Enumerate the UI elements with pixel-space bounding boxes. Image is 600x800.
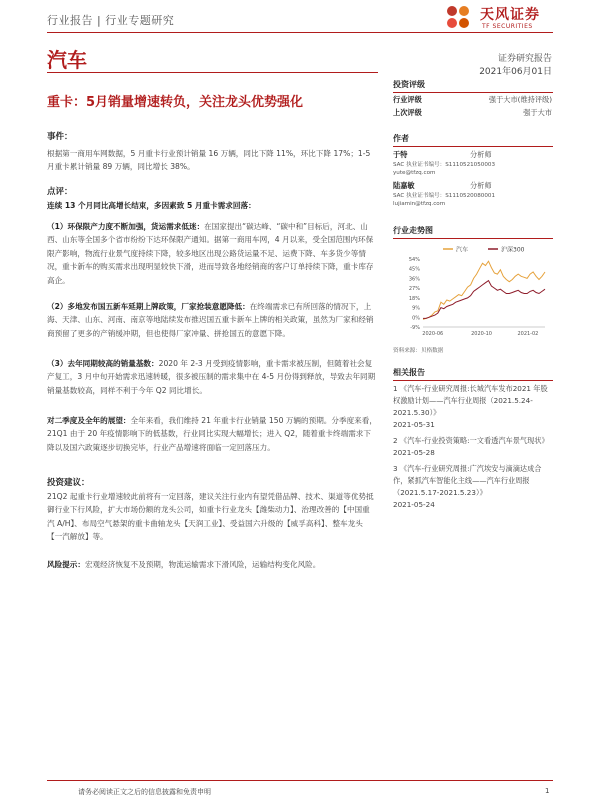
outlook-text: 全年来看，我们维持 21 年重卡行业销量 150 万辆的预期。分季度来看，21Q1 由于 20 年疫情影响下的低基数，行业同比实现大幅增长；进入 Q2，随着重卡终端需求下降以及国六政策逐步切换完毕，行业产品增速将面临一定回落压力。 [47, 416, 377, 452]
author-divider [393, 146, 553, 147]
y-tick-label: 54% [408, 257, 420, 263]
point-2-title: （2）多地发布国五新车延期上牌政策，厂家抢装意愿降低： [47, 302, 250, 311]
risk [47, 558, 377, 571]
x-tick-label: 2021-02 [517, 331, 539, 337]
y-tick-label: 27% [408, 286, 420, 293]
point-2-text: 在终端需求已有所回落的情况下，上海、天津、山东、河南、南京等地陆续发布推迟国五重卡新车上牌的相关政策，虽然为厂家和经销商预留了更多的产销缓冲期，但也使得厂家冲量、拼抢国五的意愿下降。 [47, 302, 374, 338]
page-number: 1 [545, 787, 550, 795]
brand-logo [442, 2, 552, 36]
related-divider [393, 380, 553, 381]
comment-heading: 点评： [47, 187, 73, 197]
related-title[interactable]: 《汽车-行业研究周报:长城汽车发布2021 年股权激励计划——汽车行业周报（2021.5.24-2021.5.30）》 [393, 384, 548, 417]
legend-label-auto: 汽车 [456, 246, 469, 254]
series-line-auto [423, 261, 545, 319]
doc-type: 证券研究报告 [497, 54, 552, 64]
x-axis [422, 327, 545, 337]
related-report[interactable] [393, 435, 553, 459]
y-tick-label: -9% [410, 325, 420, 331]
rating-value: 强于大市(维持评级) [488, 95, 552, 104]
y-tick-label: 45% [408, 266, 420, 273]
point-1-title: （1）环保限产力度不断加强，货运需求低迷： [47, 222, 205, 231]
y-tick-label: 9% [412, 305, 420, 312]
related-date: 2021-05-31 [393, 420, 435, 429]
event-text: 根据第一商用车网数据，5 月重卡行业预计销量 16 万辆，同比下降 11%，环比下降 17%；1-5 月重卡累计销量 89 万辆，同比增长 38%。 [47, 149, 371, 172]
author-heading: 作者 [393, 134, 409, 143]
brand-mark-icon [442, 2, 476, 36]
report-title: 重卡：5月销量增速转负，关注龙头优势强化 [47, 95, 304, 110]
risk-text: 宏观经济恢复不及预期，物流运输需求下滑风险，运输结构变化风险。 [84, 560, 321, 569]
author-cert: SAC 执业证书编号：S1110520080001 [393, 193, 496, 199]
trend-heading: 行业走势图 [393, 226, 433, 235]
y-tick-label: 36% [408, 276, 420, 283]
legend-label-hs300: 沪深300 [501, 246, 525, 254]
event-heading: 事件： [47, 132, 73, 142]
related-date: 2021-05-28 [393, 448, 435, 457]
related-title[interactable]: 《汽车-行业投资策略:一文看透汽车景气现状》 [399, 436, 549, 445]
related-title[interactable]: 《汽车-行业研究周报:广汽埃安与滴滴达成合作，紧抓汽车智能化主线——汽车行业周报（2021.5.17-2021.5.23）》 [393, 464, 542, 497]
author-cert: SAC 执业证书编号：S1110521050003 [393, 162, 496, 168]
comment-lead: 连续 13 个月同比高增长结束，多因素致 5 月重卡需求回落： [47, 201, 256, 210]
outlook-title: 对二季度及全年的展望： [47, 416, 131, 425]
plot-area [423, 261, 545, 319]
point-1-text: 在国家提出“碳达峰、“碳中和”目标后，河北、山西、山东等全国多个省市纷纷下达环保限产通知。据第一商用车网，4 月以来，受全国范围内环保限产影响，物流行业景气度持续下降，较多地区出现公路货运量不足、运费下降、车多货少等情况，重卡新车的购买需求出现明显较快下滑，进而导致各地经销商的客户订单持续下降，重卡库存高企。 [47, 222, 374, 285]
report-date: 2021年06月01日 [479, 67, 552, 77]
author-name: 陆嘉敏 [393, 181, 415, 190]
report-type: 行业报告 | 行业专题研究 [47, 14, 175, 27]
related-report[interactable] [393, 383, 553, 431]
trend-divider [393, 238, 553, 239]
chart-source: 资料来源：贝格数据 [393, 348, 444, 354]
point-1 [47, 220, 377, 287]
advice-text: 21Q2 起重卡行业增速较此前将有一定回落，建议关注行业内有望凭借品牌、技术、渠道等优势抵御行业下行风险，扩大市场份额的龙头公司，如重卡行业龙头【潍柴动力】、治理改善的【中国重汽 A/H】、布局空气悬架的重卡曲轴龙头【天润工业】、受益国六升级的【威孚高科】、整车龙头【一汽解放】等。 [47, 492, 374, 542]
x-tick-label: 2020-10 [471, 331, 493, 337]
y-tick-label: 0% [412, 315, 420, 322]
header-divider [47, 32, 553, 33]
y-axis [409, 257, 420, 331]
related-report[interactable] [393, 463, 553, 511]
point-3-title: （3）去年同期较高的销量基数： [47, 359, 159, 368]
related-num: 2 [393, 436, 398, 445]
related-num: 1 [393, 384, 398, 393]
rating-divider [393, 92, 553, 93]
author-role: 分析师 [470, 181, 492, 190]
author-email[interactable]: yute@tfzq.com [393, 170, 436, 176]
y-tick-label: 18% [408, 295, 420, 302]
advice-heading: 投资建议： [47, 478, 90, 488]
disclaimer: 请务必阅读正文之后的信息披露和免责申明 [78, 788, 211, 796]
brand-name-cn: 天风证券 [480, 7, 540, 23]
x-tick-label: 2020-06 [422, 331, 444, 337]
point-3-text: 2020 年 2-3 月受到疫情影响，重卡需求被压制，但随着社会复产复工，3 月中旬开始需求迅速转暖，很多被压制的需求集中在 4-5 月份得到释放，导致去年同期销量基数较高，同样不利于今年 Q2 同比增长。 [47, 359, 376, 395]
author-name: 于特 [393, 150, 408, 159]
point-3 [47, 357, 377, 397]
industry-trend-chart [393, 241, 553, 343]
author-role: 分析师 [470, 150, 492, 159]
point-2 [47, 300, 377, 340]
footer-divider [47, 780, 553, 781]
industry-name: 汽车 [47, 48, 87, 72]
author-email[interactable]: lujiamin@tfzq.com [393, 201, 446, 207]
series-line-hs300 [423, 281, 545, 319]
risk-heading: 风险提示： [47, 560, 85, 569]
outlook [47, 414, 377, 454]
related-num: 3 [393, 464, 398, 473]
prev-rating-value: 强于大市 [523, 108, 552, 117]
industry-underline [47, 72, 378, 73]
rating-heading: 投资评级 [393, 80, 425, 89]
rating-label: 行业评级 [393, 95, 422, 104]
brand-name-en: TF SECURITIES [482, 23, 533, 30]
related-heading: 相关报告 [393, 368, 425, 377]
related-date: 2021-05-24 [393, 500, 435, 509]
prev-rating-label: 上次评级 [393, 108, 422, 117]
